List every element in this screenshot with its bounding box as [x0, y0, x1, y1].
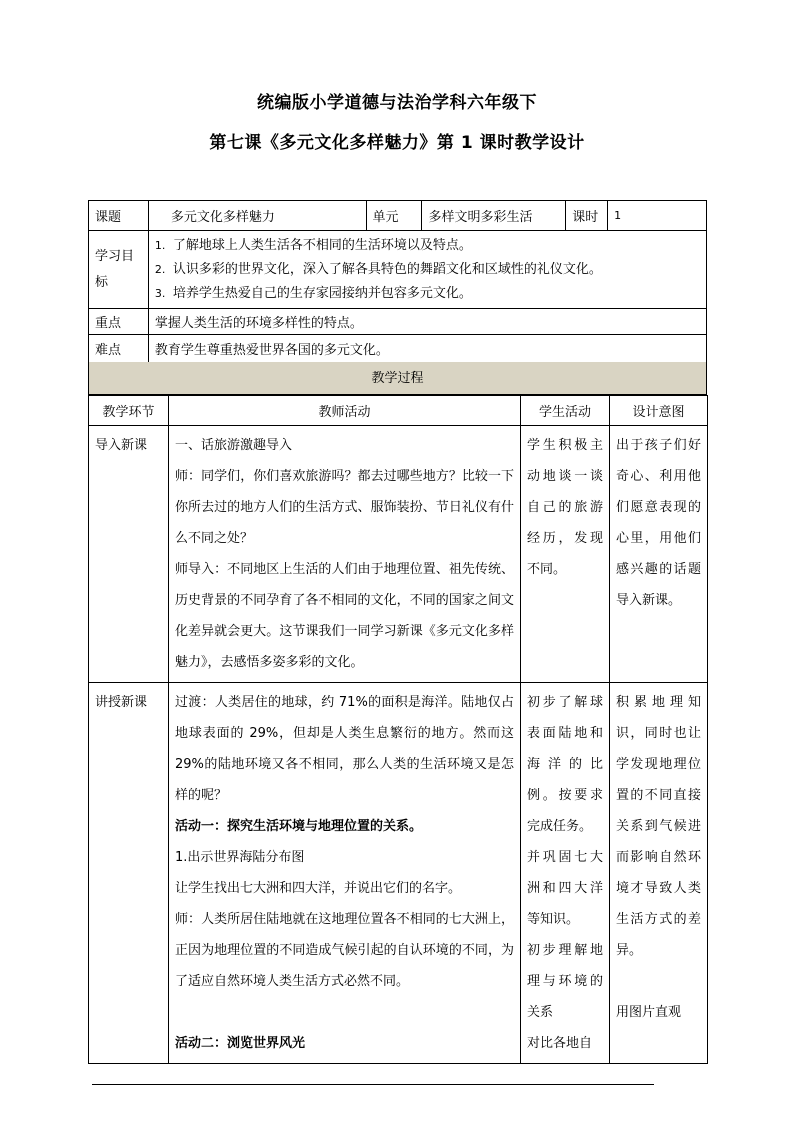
column-header-teacher: 教师活动	[169, 396, 521, 426]
design-intent-cell	[610, 683, 708, 1064]
difficulty-label: 难点	[89, 335, 149, 363]
key-point-label: 重点	[89, 309, 149, 335]
intent-text: 用图片直观	[616, 1005, 682, 1020]
activity-heading: 活动一：探究生活环境与地理位置的关系。	[175, 819, 423, 834]
column-header-intent: 设计意图	[610, 396, 708, 426]
table-row	[89, 683, 708, 1064]
topic-value: 多元文化多样魅力	[148, 201, 366, 231]
lesson-info-table	[88, 200, 707, 363]
column-header-student: 学生活动	[521, 396, 610, 426]
table-row	[89, 426, 708, 683]
period-value: 1	[608, 201, 707, 231]
unit-label: 单元	[366, 201, 422, 231]
teacher-activity-cell	[169, 683, 521, 1064]
student-text: 对比各地自	[527, 1036, 593, 1051]
process-section-header: 教学过程	[88, 362, 707, 395]
goals-label: 学习目标	[89, 231, 149, 309]
teaching-process-table	[88, 395, 708, 1064]
teacher-heading: 一、话旅游激趣导入	[175, 438, 293, 453]
goal-item: 2. 认识多彩的世界文化，深入了解各具特色的舞蹈文化和区域性的礼仪文化。	[154, 261, 602, 277]
student-text: 并巩固七大洲和四大洋等知识。	[527, 850, 603, 927]
stage-cell: 导入新课	[89, 426, 169, 683]
difficulty-value: 教育学生尊重热爱世界各国的多元文化。	[148, 335, 706, 363]
student-activity-cell	[521, 683, 610, 1064]
topic-label: 课题	[89, 201, 149, 231]
teacher-paragraph: 师：同学们，你们喜欢旅游吗？都去过哪些地方？比较一下你所去过的地方人们的生活方式、服饰装扮、节日礼仪有什么不同之处？	[175, 469, 514, 546]
intent-text: 积累地理知识，同时也让学发现地理位置的不同直接关系到气候进而影响自然环境才导致人类生活方式的差异。	[616, 695, 701, 958]
student-activity-cell: 学生积极主动地谈一谈自己的旅游经历，发现不同。	[521, 426, 610, 683]
document-title: 统编版小学道德与法治学科六年级下	[257, 93, 537, 113]
design-intent-cell: 出于孩子们好奇心、利用他们愿意表现的心里，用他们感兴趣的话题导入新课。	[610, 426, 708, 683]
teacher-activity-cell	[169, 426, 521, 683]
goal-item: 1. 了解地球上人类生活各不相同的生活环境以及特点。	[154, 237, 472, 253]
activity-heading: 活动二：浏览世界风光	[175, 1036, 306, 1051]
teacher-paragraph: 过渡：人类居住的地球，约 71%的面积是海洋。陆地仅占地球表面的 29%，但却是人类生息繁衍的地方。然而这 29%的陆地环境又各不相同，那么人类的生活环境又是怎样的呢？	[175, 695, 514, 803]
unit-value: 多样文明多彩生活	[422, 201, 566, 231]
student-text: 初步理解地理与环境的关系	[527, 943, 603, 1020]
column-header-stage: 教学环节	[89, 396, 169, 426]
teacher-paragraph: 师：人类所居住陆地就在这地理位置各不相同的七大洲上，正因为地理位置的不同造成气候引起的自认环境的不同，为了适应自然环境人类生活方式必然不同。	[175, 912, 514, 989]
footer-divider	[92, 1084, 654, 1085]
document-subtitle: 第七课《多元文化多样魅力》第 1 课时教学设计	[209, 133, 585, 153]
key-point-value: 掌握人类生活的环境多样性的特点。	[148, 309, 706, 335]
step-description: 让学生找出七大洲和四大洋，并说出它们的名字。	[175, 881, 462, 896]
stage-cell: 讲授新课	[89, 683, 169, 1064]
step-text: 1.出示世界海陆分布图	[175, 850, 305, 865]
period-label: 课时	[566, 201, 608, 231]
goals-list	[148, 231, 706, 309]
student-text: 初步了解球表面陆地和海洋的比例。按要求完成任务。	[527, 695, 603, 834]
teacher-paragraph: 师导入：不同地区上生活的人们由于地理位置、祖先传统、历史背景的不同孕育了各不相同的文化，不同的国家之间文化差异就会更大。这节课我们一同学习新课《多元文化多样魅力》，去感悟多姿多彩的文化。	[175, 562, 514, 670]
goal-item: 3. 培养学生热爱自己的生存家园接纳并包容多元文化。	[154, 285, 472, 301]
